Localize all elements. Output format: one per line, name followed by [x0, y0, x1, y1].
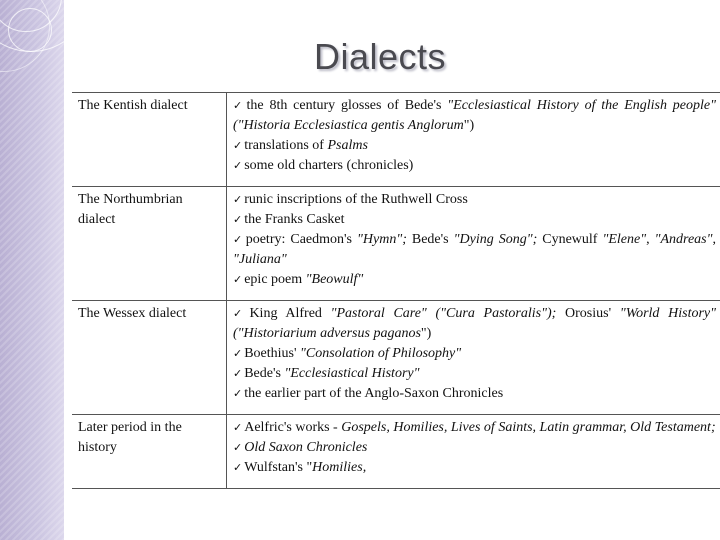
source-list-item	[233, 156, 716, 176]
work-title-text: Old Saxon Chronicles	[244, 440, 368, 455]
source-list-item	[233, 364, 716, 384]
work-title-text: "Juliana"	[233, 252, 287, 267]
dialect-sources	[227, 415, 720, 489]
source-text: some old charters (chronicles)	[244, 158, 414, 173]
source-text: the earlier part of the Anglo-Saxon Chronicles	[244, 386, 504, 401]
check-icon: ✓	[233, 213, 243, 226]
source-text: ")	[463, 118, 475, 133]
source-list-item	[233, 438, 716, 458]
decorative-circle	[8, 8, 52, 52]
source-text: Cynewulf	[542, 232, 603, 247]
work-title-text: Homilies,	[312, 460, 367, 475]
dialects-table	[72, 92, 720, 489]
decorative-side-band	[0, 0, 64, 540]
work-title-text: "Ecclesiastical History of the English people" ("Historia Ecclesiastica gentis Anglorum	[233, 98, 716, 133]
work-title-text: "World History" ("Historiarium adversus paganos	[233, 306, 716, 341]
source-list-item	[233, 384, 716, 404]
check-icon: ✓	[233, 367, 243, 380]
check-icon: ✓	[233, 421, 243, 434]
dialect-name: The Kentish dialect	[72, 93, 227, 187]
work-title-text: "Hymn";	[357, 232, 412, 247]
table-row	[72, 93, 720, 187]
table-row	[72, 301, 720, 415]
slide-title: Dialects	[313, 36, 447, 77]
source-list-item	[233, 230, 716, 270]
dialects-table-body	[72, 93, 720, 489]
source-text: King Alfred	[249, 306, 331, 321]
dialect-name: The Wessex dialect	[72, 301, 227, 415]
source-list-item	[233, 210, 716, 230]
source-text: Wulfstan's "	[244, 460, 313, 475]
work-title-text: "Consolation of Philosophy"	[300, 346, 462, 361]
source-text: ,	[712, 232, 717, 247]
source-text: ")	[420, 326, 432, 341]
check-icon: ✓	[233, 441, 243, 454]
source-text: poetry: Caedmon's	[245, 232, 357, 247]
check-icon: ✓	[233, 273, 243, 286]
work-title-text: "Elene"	[602, 232, 647, 247]
check-icon: ✓	[233, 193, 243, 206]
check-icon: ✓	[233, 387, 243, 400]
source-text: runic inscriptions of the Ruthwell Cross	[244, 192, 468, 207]
source-list-item	[233, 458, 716, 478]
source-list-item	[233, 270, 716, 290]
work-title-text: "Ecclesiastical History"	[284, 366, 420, 381]
dialect-name: The Northumbrian dialect	[72, 187, 227, 301]
table-row	[72, 187, 720, 301]
source-list-item	[233, 344, 716, 364]
check-icon: ✓	[233, 139, 243, 152]
source-list-item	[233, 418, 716, 438]
source-list-item	[233, 304, 716, 344]
dialect-name: Later period in the history	[72, 415, 227, 489]
work-title-text: "Beowulf"	[305, 272, 364, 287]
source-text: the 8th century glosses of Bede's	[246, 98, 448, 113]
source-text: ,	[646, 232, 655, 247]
check-icon: ✓	[233, 347, 243, 360]
work-title-text: "Andreas"	[654, 232, 713, 247]
source-text: Bede's	[411, 232, 454, 247]
work-title-text: "Pastoral Care" ("Cura Pastoralis");	[330, 306, 557, 321]
source-list-item	[233, 136, 716, 156]
source-text: translations of	[244, 138, 328, 153]
source-text: Orosius'	[556, 306, 620, 321]
source-text: epic poem	[244, 272, 306, 287]
work-title-text: Gospels, Homilies, Lives of Saints, Latin grammar, Old Testament;	[341, 420, 716, 435]
work-title-text: "Dying Song";	[453, 232, 543, 247]
table-row	[72, 415, 720, 489]
dialect-sources	[227, 93, 720, 187]
source-text: Boethius'	[244, 346, 301, 361]
source-text: Aelfric's works -	[244, 420, 342, 435]
check-icon: ✓	[233, 159, 243, 172]
source-list-item	[233, 96, 716, 136]
dialect-sources	[227, 187, 720, 301]
work-title-text: Psalms	[327, 138, 368, 153]
dialect-sources	[227, 301, 720, 415]
source-text: the Franks Casket	[244, 212, 345, 227]
check-icon: ✓	[233, 99, 245, 112]
source-list-item	[233, 190, 716, 210]
check-icon: ✓	[233, 307, 248, 320]
check-icon: ✓	[233, 461, 243, 474]
check-icon: ✓	[233, 233, 244, 246]
source-text: Bede's	[244, 366, 285, 381]
